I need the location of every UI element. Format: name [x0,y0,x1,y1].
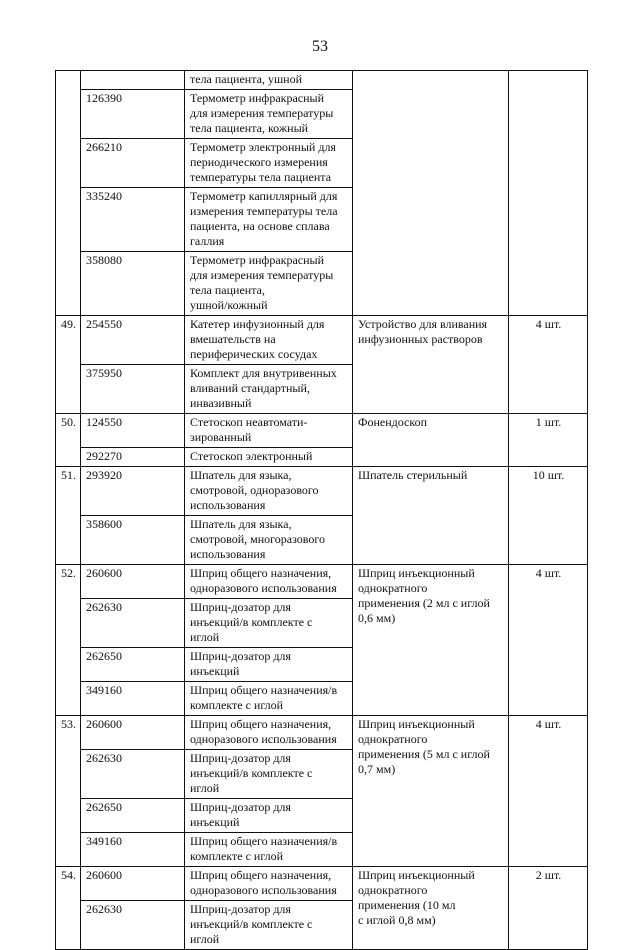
code-cell [81,71,185,90]
code-cell: 124550 [81,414,185,448]
code-cell: 262630 [81,750,185,799]
name-cell: Шприц общего назначения, одноразового использования [185,867,353,901]
name-cell: тела пациента, ушной [185,71,353,90]
code-cell: 349160 [81,682,185,716]
code-cell: 260600 [81,716,185,750]
name-cell: Стетоскоп неавтомати- зированный [185,414,353,448]
code-cell: 260600 [81,565,185,599]
group-number-cell [56,71,81,316]
page-number: 53 [312,38,328,55]
code-cell: 260600 [81,867,185,901]
code-cell: 254550 [81,316,185,365]
group-description-cell [353,71,509,316]
name-cell: Шприц-дозатор для инъекций/в комплекте с иглой [185,599,353,648]
name-cell: Стетоскоп электронный [185,448,353,467]
group-quantity-cell: 4 шт. [509,316,588,414]
name-cell: Шприц-дозатор для инъекций [185,648,353,682]
name-cell: Шпатель для языка, смотровой, одноразового использования [185,467,353,516]
name-cell: Шприц общего назначения/в комплекте с иглой [185,833,353,867]
name-cell: Шприц-дозатор для инъекций [185,799,353,833]
table-row [56,716,588,750]
group-number-cell: 50. [56,414,81,467]
code-cell: 349160 [81,833,185,867]
table-row [56,316,588,365]
group-description-cell: Шприц инъекционный однократного применения (5 мл с иглой 0,7 мм) [353,716,509,867]
table-row [56,414,588,448]
code-cell: 358600 [81,516,185,565]
name-cell: Шприц-дозатор для инъекций/в комплекте с иглой [185,750,353,799]
group-quantity-cell: 4 шт. [509,716,588,867]
group-number-cell: 53. [56,716,81,867]
group-quantity-cell [509,71,588,316]
group-quantity-cell: 4 шт. [509,565,588,716]
code-cell: 335240 [81,188,185,252]
group-number-cell: 49. [56,316,81,414]
code-cell: 262630 [81,901,185,950]
table-row [56,565,588,599]
group-description-cell: Шприц инъекционный однократного применения (2 мл с иглой 0,6 мм) [353,565,509,716]
name-cell: Комплект для внутривенных вливаний стандартный, инвазивный [185,365,353,414]
code-cell: 262630 [81,599,185,648]
group-number-cell: 52. [56,565,81,716]
name-cell: Термометр инфракрасный для измерения температуры тела пациента, кожный [185,90,353,139]
table-row [56,467,588,516]
group-description-cell: Шпатель стерильный [353,467,509,565]
group-quantity-cell: 1 шт. [509,414,588,467]
name-cell: Термометр электронный для периодического измерения температуры тела пациента [185,139,353,188]
name-cell: Шприц общего назначения, одноразового использования [185,716,353,750]
group-number-cell: 51. [56,467,81,565]
name-cell: Шпатель для языка, смотровой, многоразового использования [185,516,353,565]
group-description-cell: Устройство для вливания инфузионных растворов [353,316,509,414]
group-number-cell: 54. [56,867,81,950]
name-cell: Термометр капиллярный для измерения температуры тела пациента, на основе сплава галлия [185,188,353,252]
group-description-cell: Шприц инъекционный однократного применения (10 мл с иглой 0,8 мм) [353,867,509,950]
equipment-table [55,70,588,950]
code-cell: 293920 [81,467,185,516]
name-cell: Термометр инфракрасный для измерения температуры тела пациента, ушной/кожный [185,252,353,316]
group-description-cell: Фонендоскоп [353,414,509,467]
table-row [56,71,588,90]
code-cell: 375950 [81,365,185,414]
code-cell: 126390 [81,90,185,139]
code-cell: 262650 [81,648,185,682]
code-cell: 358080 [81,252,185,316]
table-row [56,867,588,901]
name-cell: Шприц общего назначения, одноразового использования [185,565,353,599]
code-cell: 266210 [81,139,185,188]
code-cell: 292270 [81,448,185,467]
name-cell: Шприц общего назначения/в комплекте с иглой [185,682,353,716]
group-quantity-cell: 2 шт. [509,867,588,950]
name-cell: Катетер инфузионный для вмешательств на периферических сосудах [185,316,353,365]
code-cell: 262650 [81,799,185,833]
group-quantity-cell: 10 шт. [509,467,588,565]
name-cell: Шприц-дозатор для инъекций/в комплекте с иглой [185,901,353,950]
